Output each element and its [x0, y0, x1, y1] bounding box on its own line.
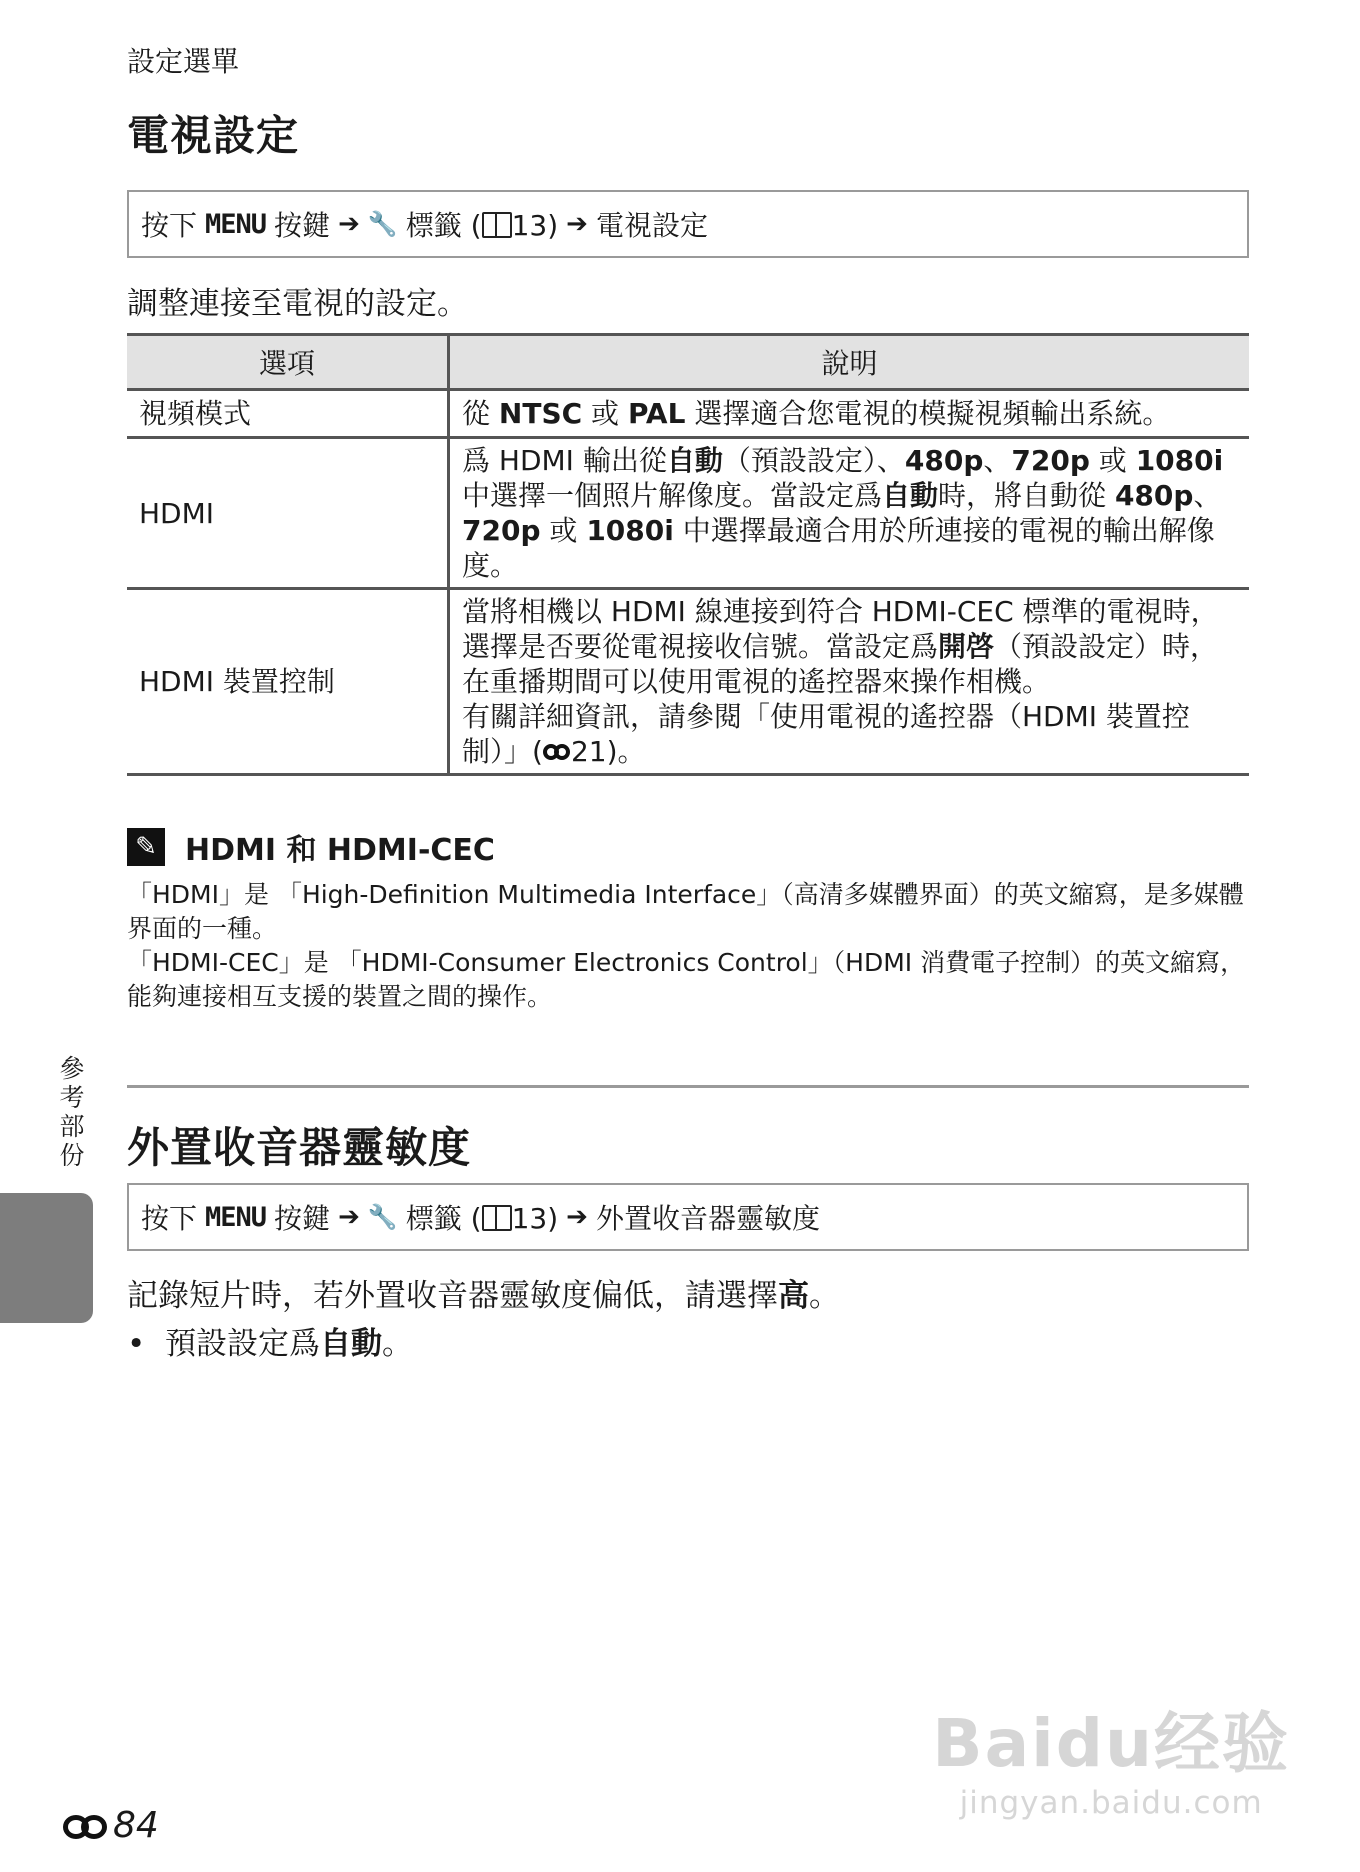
- arrow-right-icon: ➔: [338, 209, 360, 239]
- wrench-icon: 🔧: [367, 1203, 398, 1231]
- book-icon: [482, 212, 512, 238]
- book-icon: [482, 1205, 512, 1231]
- table-row: [127, 438, 1249, 589]
- options-table: [127, 333, 1249, 776]
- column-header-description: 說明: [449, 335, 1250, 390]
- option-name: 視頻模式: [127, 390, 449, 438]
- nav-destination: 外置收音器靈敏度: [595, 1202, 820, 1235]
- nav-press-text: 按下: [141, 1202, 198, 1235]
- nav-tab-text: 標籤 ( 13): [405, 1202, 559, 1235]
- menu-button-label: MENU: [205, 208, 267, 240]
- watermark: [932, 1690, 1290, 1821]
- nav-destination: 電視設定: [595, 209, 708, 242]
- nav-key-text: 按鍵: [274, 1202, 331, 1235]
- table-row: [127, 589, 1249, 775]
- menu-button-label: MENU: [205, 1201, 267, 1233]
- section-title-mic-sensitivity: 外置收音器靈敏度: [127, 1123, 472, 1172]
- note-paragraph: 「HDMI」是 「High-Definition Multimedia Interface」（高清多媒體界面）的英文縮寫，是多媒體界面的一種。: [127, 880, 1244, 943]
- arrow-right-icon: ➔: [338, 1202, 360, 1232]
- page-header: 設定選單: [127, 45, 240, 78]
- option-description: 爲 HDMI 輸出從自動（預設設定）、480p、720p 或 1080i 中選擇一個照片解像度。當設定爲自動時，將自動從 480p、720p 或 1080i 中選擇最適合用於所連接的電視的輸出解像度。: [449, 438, 1250, 589]
- option-description: 從 NTSC 或 PAL 選擇適合您電視的模擬視頻輸出系統。: [449, 390, 1250, 438]
- page-number: 84: [63, 1805, 159, 1846]
- note-paragraph: 「HDMI-CEC」是 「HDMI-Consumer Electronics Control」（HDMI 消費電子控制）的英文縮寫，能夠連接相互支援的裝置之間的操作。: [127, 948, 1246, 1011]
- nav-tab-text: 標籤 ( 13): [405, 209, 559, 242]
- nav-key-text: 按鍵: [274, 209, 331, 242]
- watermark-url: jingyan.baidu.com: [959, 1785, 1263, 1821]
- nav-press-text: 按下: [141, 209, 198, 242]
- column-header-option: 選項: [127, 335, 449, 390]
- table-header-row: [127, 335, 1249, 390]
- side-section-label: 參考部份: [56, 1055, 85, 1171]
- option-description: 當將相機以 HDMI 線連接到符合 HDMI-CEC 標準的電視時，選擇是否要從電視接收信號。當設定爲開啓（預設設定）時，在重播期間可以使用電視的遙控器來操作相機。 有關詳細資訊，請參閱「使用電視的遙控器（HDMI 裝置控制）」( 21)。: [449, 589, 1250, 775]
- reference-e-icon: [63, 1811, 109, 1841]
- wrench-icon: 🔧: [367, 210, 398, 238]
- menu-path-box: [127, 190, 1249, 258]
- side-tab-marker: [0, 1193, 93, 1323]
- note-body: [127, 878, 1252, 1014]
- table-row: [127, 390, 1249, 438]
- option-name: HDMI 裝置控制: [127, 589, 449, 775]
- section-title-tv-settings: 電視設定: [127, 111, 300, 160]
- list-item: • 預設設定爲自動。: [127, 1326, 413, 1362]
- section-intro: 調整連接至電視的設定。: [127, 286, 468, 322]
- option-name: HDMI: [127, 438, 449, 589]
- note-heading: [127, 825, 495, 869]
- section-body: 記錄短片時，若外置收音器靈敏度偏低，請選擇高。: [127, 1278, 840, 1314]
- arrow-right-icon: ➔: [566, 209, 588, 239]
- reference-e-icon: [543, 744, 571, 762]
- menu-path-box: [127, 1183, 1249, 1251]
- watermark-logo: Baidu经验: [932, 1705, 1290, 1782]
- pencil-note-icon: ✎: [127, 828, 165, 866]
- note-title: HDMI 和 HDMI-CEC: [185, 833, 495, 868]
- section-divider: [127, 1085, 1249, 1088]
- arrow-right-icon: ➔: [566, 1202, 588, 1232]
